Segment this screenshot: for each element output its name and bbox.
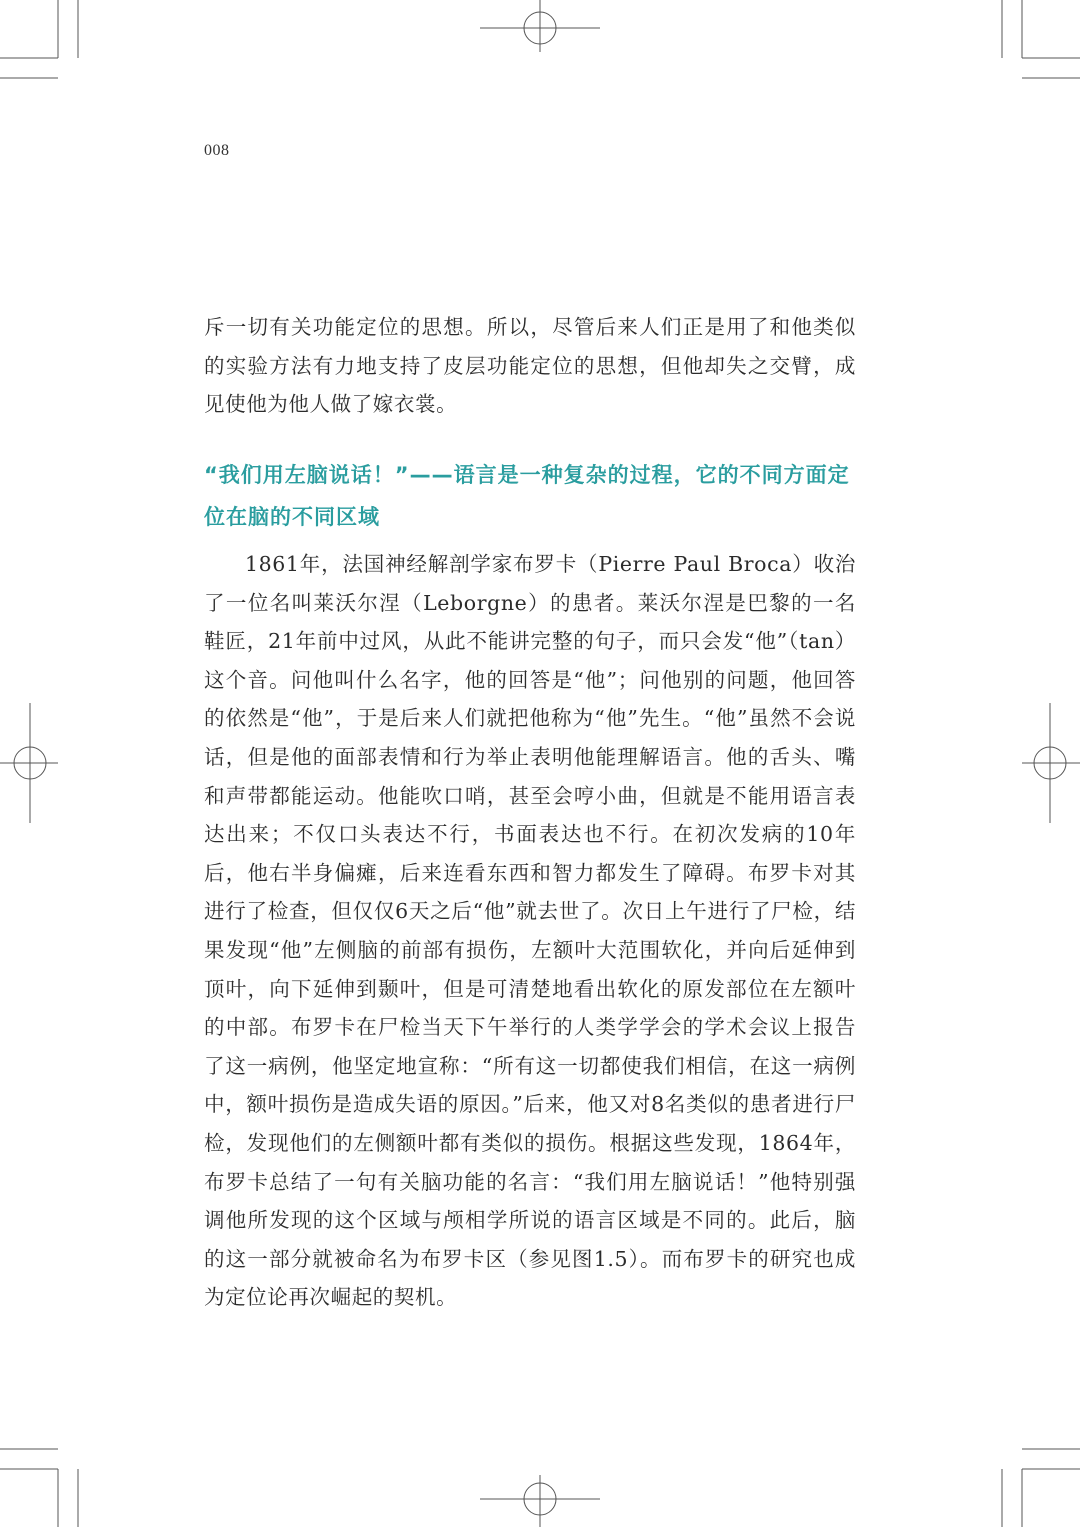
registration-mark-left <box>0 703 58 823</box>
crop-mark-top-right <box>1002 0 1080 78</box>
registration-mark-bottom <box>480 1475 600 1527</box>
crop-mark-bottom-left <box>0 1449 78 1527</box>
page-number: 008 <box>204 142 230 159</box>
continuation-paragraph: 斥一切有关功能定位的思想。所以，尽管后来人们正是用了和他类似的实验方法有力地支持了皮层功能定位的思想，但他却失之交臂，成见使他为他人做了嫁衣裳。 <box>204 315 856 417</box>
body-paragraph: 1861年，法国神经解剖学家布罗卡（Pierre Paul Broca）收治了一位名叫莱沃尔涅（Leborgne）的患者。莱沃尔涅是巴黎的一名鞋匠，21年前中过风，从此不能讲完整的句子，而只会发“他”（tan）这个音。问他叫什么名字，他的回答是“他”；问他别的问题，他回答的依然是“他”，于是后来人们就把他称为“他”先生。“他”虽然不会说话，但是他的面部表情和行为举止表明他能理解语言。他的舌头、嘴和声带都能运动。他能吹口哨，甚至会哼小曲，但就是不能用语言表达出来；不仅口头表达不行，书面表达也不行。在初次发病的10年后，他右半身偏瘫，后来连看东西和智力都发生了障碍。布罗卡对其进行了检查，但仅仅6天之后“他”就去世了。次日上午进行了尸检，结果发现“他”左侧脑的前部有损伤，左额叶大范围软化，并向后延伸到顶叶，向下延伸到颞叶，但是可清楚地看出软化的原发部位在左额叶的中部。布罗卡在尸检当天下午举行的人类学学会的学术会议上报告了这一病例，他坚定地宣称：“所有这一切都使我们相信，在这一病例中，额叶损伤是造成失语的原因。”后来，他又对8名类似的患者进行尸检，发现他们的左侧额叶都有类似的损伤。根据这些发现，1864年，布罗卡总结了一句有关脑功能的名言：“我们用左脑说话！”他特别强调他所发现的这个区域与颅相学所说的语言区域是不同的。此后，脑的这一部分就被命名为布罗卡区（参见图1.5）。而布罗卡的研究也成为定位论再次崛起的契机。 <box>204 552 856 1310</box>
crop-mark-bottom-right <box>1002 1449 1080 1527</box>
section-heading: “我们用左脑说话！”——语言是一种复杂的过程，它的不同方面定位在脑的不同区域 <box>204 463 850 529</box>
crop-mark-top-left <box>0 0 78 78</box>
registration-mark-top <box>480 0 600 52</box>
registration-mark-right <box>1022 703 1080 823</box>
